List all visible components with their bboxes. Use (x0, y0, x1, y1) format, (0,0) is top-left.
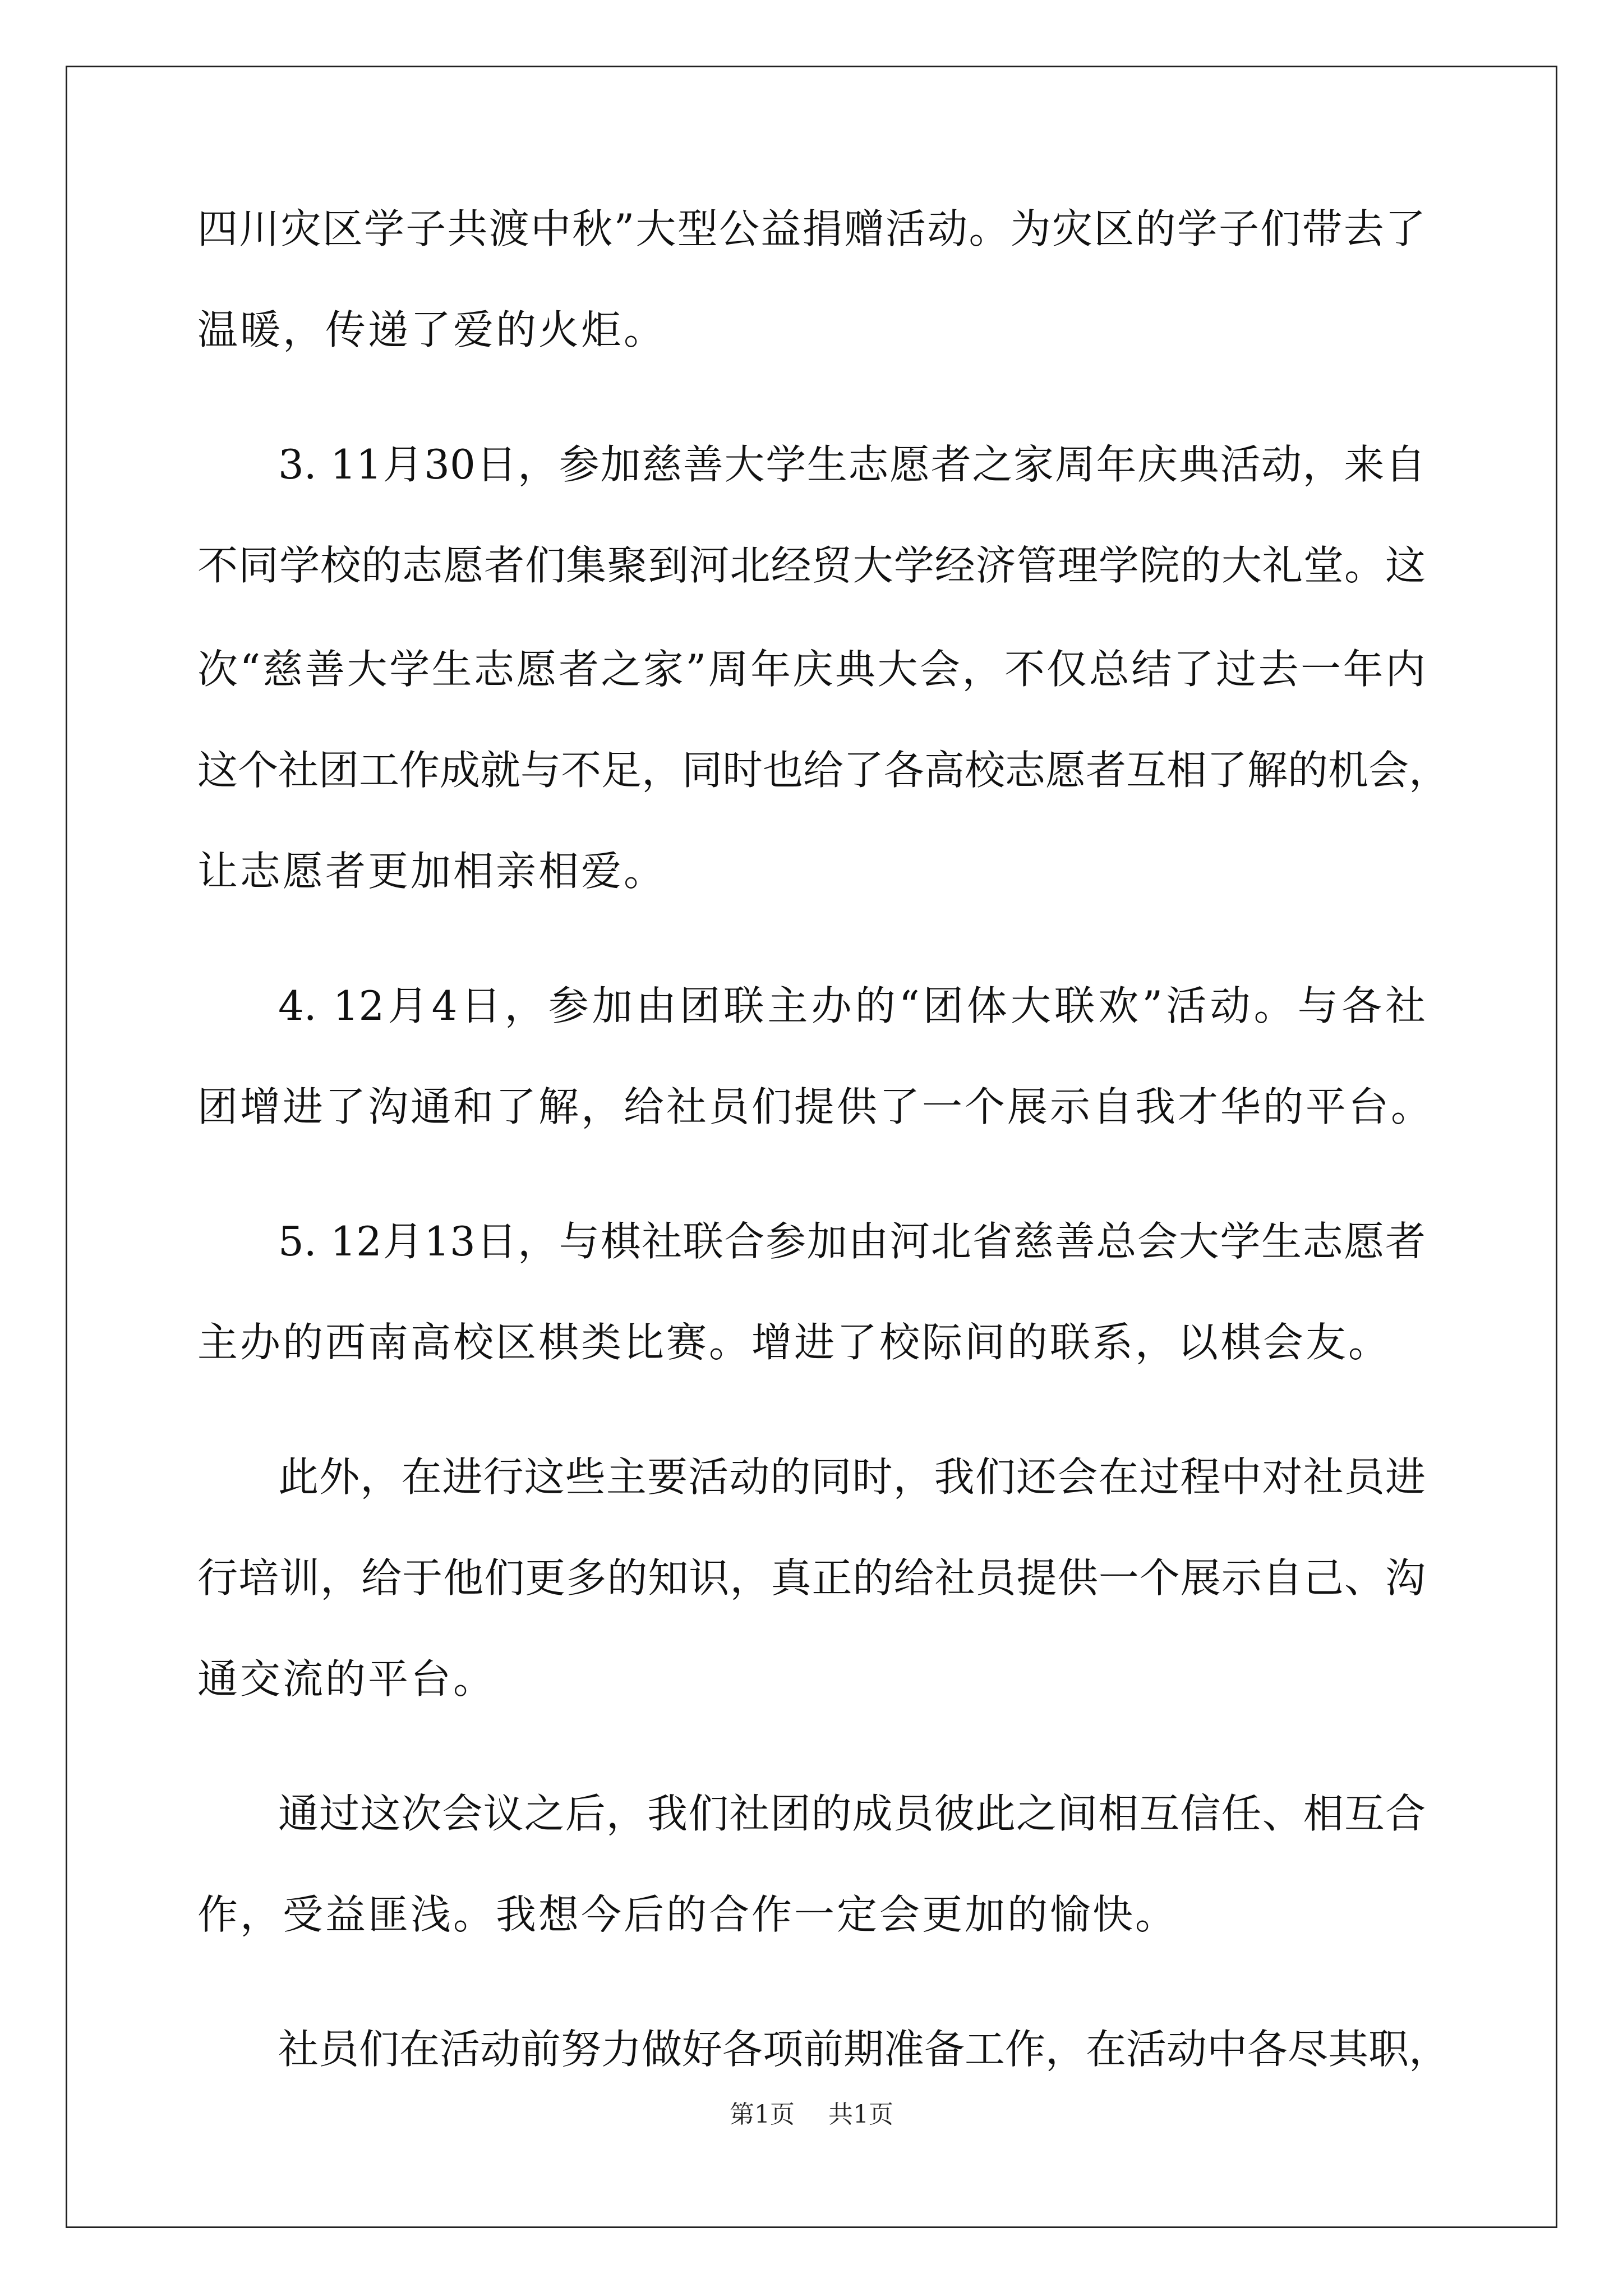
text-line: 通过这次会议之后，我们社团的成员彼此之间相互信任、相互合 (278, 1790, 1426, 1837)
text-line: 行培训，给于他们更多的知识，真正的给社员提供一个展示自己、沟 (197, 1554, 1426, 1602)
text-line: 团增进了沟通和了解，给社员们提供了一个展示自我才华的平台。 (197, 1083, 1434, 1130)
text-line: 不同学校的志愿者们集聚到河北经贸大学经济管理学院的大礼堂。这 (197, 542, 1426, 589)
text-line: 这个社团工作成就与不足，同时也给了各高校志愿者互相了解的机会， (197, 747, 1450, 794)
text-line: 5. 12月13日，与棋社联合参加由河北省慈善总会大学生志愿者 (278, 1218, 1426, 1265)
text-line: 四川灾区学子共渡中秋”大型公益捐赠活动。为灾区的学子们带去了 (197, 205, 1426, 252)
text-line: 温暖，传递了爱的火炬。 (197, 306, 667, 353)
page-total: 共1页 (828, 2100, 893, 2129)
text-line: 3. 11月30日，参加慈善大学生志愿者之家周年庆典活动，来自 (278, 441, 1426, 488)
text-line: 通交流的平台。 (197, 1655, 496, 1703)
text-line: 次“慈善大学生志愿者之家”周年庆典大会，不仅总结了过去一年内 (197, 646, 1426, 693)
page-number: 第1页 (730, 2100, 795, 2129)
text-line: 让志愿者更加相亲相爱。 (197, 848, 667, 895)
text-line: 社员们在活动前努力做好各项前期准备工作，在活动中各尽其职， (278, 2026, 1450, 2073)
text-line: 此外，在进行这些主要活动的同时，我们还会在过程中对社员进 (278, 1453, 1426, 1501)
text-line: 主办的西南高校区棋类比赛。增进了校际间的联系，以棋会友。 (197, 1319, 1391, 1366)
text-line: 4. 12月4日，参加由团联主办的“团体大联欢”活动。与各社 (278, 982, 1426, 1029)
page-footer (0, 2098, 1623, 2132)
text-line: 作，受益匪浅。我想今后的合作一定会更加的愉快。 (197, 1891, 1178, 1938)
